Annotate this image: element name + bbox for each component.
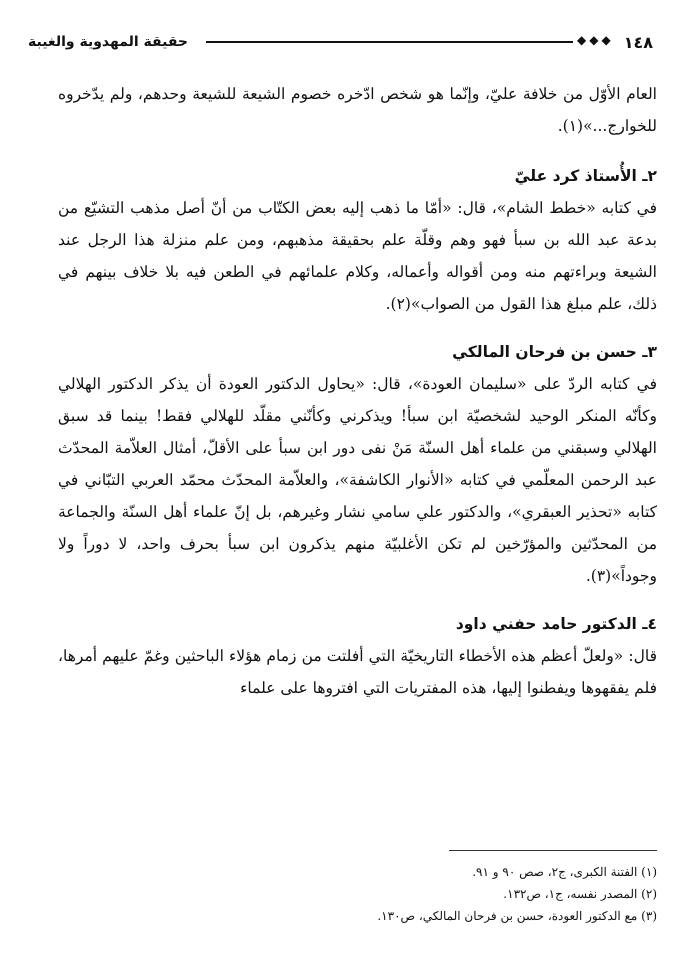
header-ornament <box>198 35 614 49</box>
paragraph-continuation: العام الأوّل من خلافة عليّ، وإنّما هو شخص ادّخره خصوم الشيعة للشيعة وحدهم، ولم يدّخروه للخوارج...»(١). <box>58 85 657 135</box>
page-body <box>58 78 657 704</box>
footnotes <box>58 850 657 927</box>
page-header <box>28 30 653 54</box>
section-heading-hamid-dawud: ٤ـ الدكتور حامد حفني داود <box>455 615 657 633</box>
paragraph-hamid-dawud: قال: «ولعلّ أعظم هذه الأخطاء التاريخيّة التي أفلتت من زمام هؤلاء الباحثين وغمّ عليهم أمرها، فلم يفقهوها ويفطنوا إليها، هذه المفتريات التي افتروها على علماء <box>58 647 657 697</box>
footnote-3: (٣) مع الدكتور العودة، حسن بن فرحان المالكي، ص١٣٠. <box>377 909 657 923</box>
paragraph-kurd-ali: في كتابه «خطط الشام»، قال: «أمّا ما ذهب إليه بعض الكتّاب من أنّ أصل مذهب التشيّع من بدعة عبد الله بن سبأ فهو وهم وقلّة علم بحقيقة مذهبهم، ومن علم منزلة هذا الرجل عند الشيعة وبراءتهم منه ومن أقواله وأعماله، وكلام علمائهم في الطعن فيه بلا خلاف بينهم في ذلك، علم مبلغ هذا القول من الصواب»(٢). <box>58 199 657 313</box>
header-rule <box>206 41 614 43</box>
footnote-rule <box>449 850 657 851</box>
page-number: ١٤٨ <box>623 32 653 52</box>
diamond-ornament-icon: ◆◆◆ <box>573 33 614 47</box>
paragraph-hasan-maliki: في كتابه الردّ على «سليمان العودة»، قال: «يحاول الدكتور العودة أن يذكر الدكتور الهلالي وكأنّه المنكر الوحيد لشخصيّة ابن سبأ! ويذكرني وكأنّني مقلّد للهلالي فقط! بينما قد سبق الهلالي وسبقني من علماء أهل السنّة مَنْ نفى دور ابن سبأ على الأقلّ، أمثال العلاّمة المحدّث عبد الرحمن المعلّمي في كتابه «الأنوار الكاشفة»، والعلاّمة المحدّث محمّد العربي التبّاني في كتابه «تحذير العبقري»، والدكتور علي سامي نشار وغيرهم، بل إنّ علماء أهل السنّة والجماعة من المحدّثين والمؤرّخين لم تكن الأغلبيّة منهم يذكرون ابن سبأ بحرف واحد، لا دوراً ولا وجوداً»(٣). <box>58 375 657 585</box>
footnote-2: (٢) المصدر نفسه، ج١، ص١٣٢. <box>503 887 657 901</box>
section-heading-hasan-maliki: ٣ـ حسن بن فرحان المالكي <box>452 343 657 361</box>
running-title: حقيقة المهدوية والغيبة <box>28 34 188 50</box>
footnote-1: (١) الفتنة الكبرى، ج٢، صص ٩٠ و ٩١. <box>472 865 657 879</box>
section-heading-kurd-ali: ٢ـ الأُستاذ كرد عليّ <box>514 167 657 185</box>
